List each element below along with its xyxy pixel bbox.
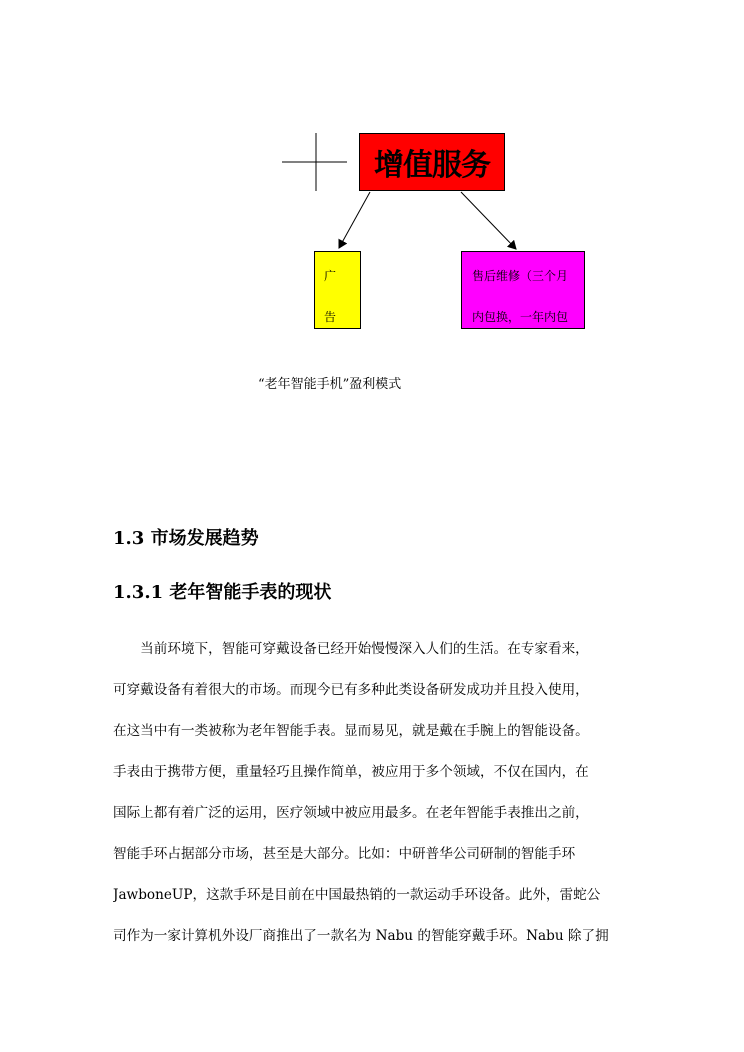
advertising-label-line1: 广	[324, 269, 337, 283]
advertising-box	[314, 251, 361, 329]
diagram-connectors	[0, 0, 744, 400]
diagram-caption: “老年智能手机”盈利模式	[258, 377, 402, 392]
arrow-to-ad	[339, 192, 370, 248]
section-heading: 1.3 市场发展趋势	[113, 528, 259, 549]
value-added-service-box	[359, 133, 505, 191]
paragraph-line: 当前环境下，智能可穿戴设备已经开始慢慢深入人们的生活。在专家看来，	[113, 641, 589, 657]
paragraph-line: 智能手环占据部分市场，甚至是大部分。比如：中研普华公司研制的智能手环	[113, 846, 576, 862]
subsection-heading: 1.3.1 老年智能手表的现状	[113, 582, 332, 603]
aftersale-label-line1: 售后维修（三个月	[472, 269, 569, 283]
arrow-to-aftersale	[461, 192, 516, 249]
paragraph-line: 可穿戴设备有着很大的市场。而现今已有多种此类设备研发成功并且投入使用，	[113, 682, 589, 698]
paragraph-line: 手表由于携带方便，重量轻巧且操作简单，被应用于多个领域，不仅在国内，在	[113, 764, 589, 780]
body-paragraph	[113, 629, 635, 957]
paragraph-line: JawboneUP，这款手环是目前在中国最热销的一款运动手环设备。此外，雷蛇公	[113, 887, 601, 903]
paragraph-line: 在这当中有一类被称为老年智能手表。显而易见，就是戴在手腕上的智能设备。	[113, 723, 589, 739]
value-added-service-label: 增值服务	[374, 148, 490, 183]
aftersale-label-line2: 内包换，一年内包	[472, 310, 569, 324]
paragraph-line: 司作为一家计算机外设厂商推出了一款名为 Nabu 的智能穿戴手环。Nabu 除了拥	[113, 928, 609, 944]
paragraph-line: 国际上都有着广泛的运用，医疗领域中被应用最多。在老年智能手表推出之前，	[113, 805, 589, 821]
aftersale-box	[461, 251, 585, 329]
advertising-label-line2: 告	[324, 310, 337, 324]
